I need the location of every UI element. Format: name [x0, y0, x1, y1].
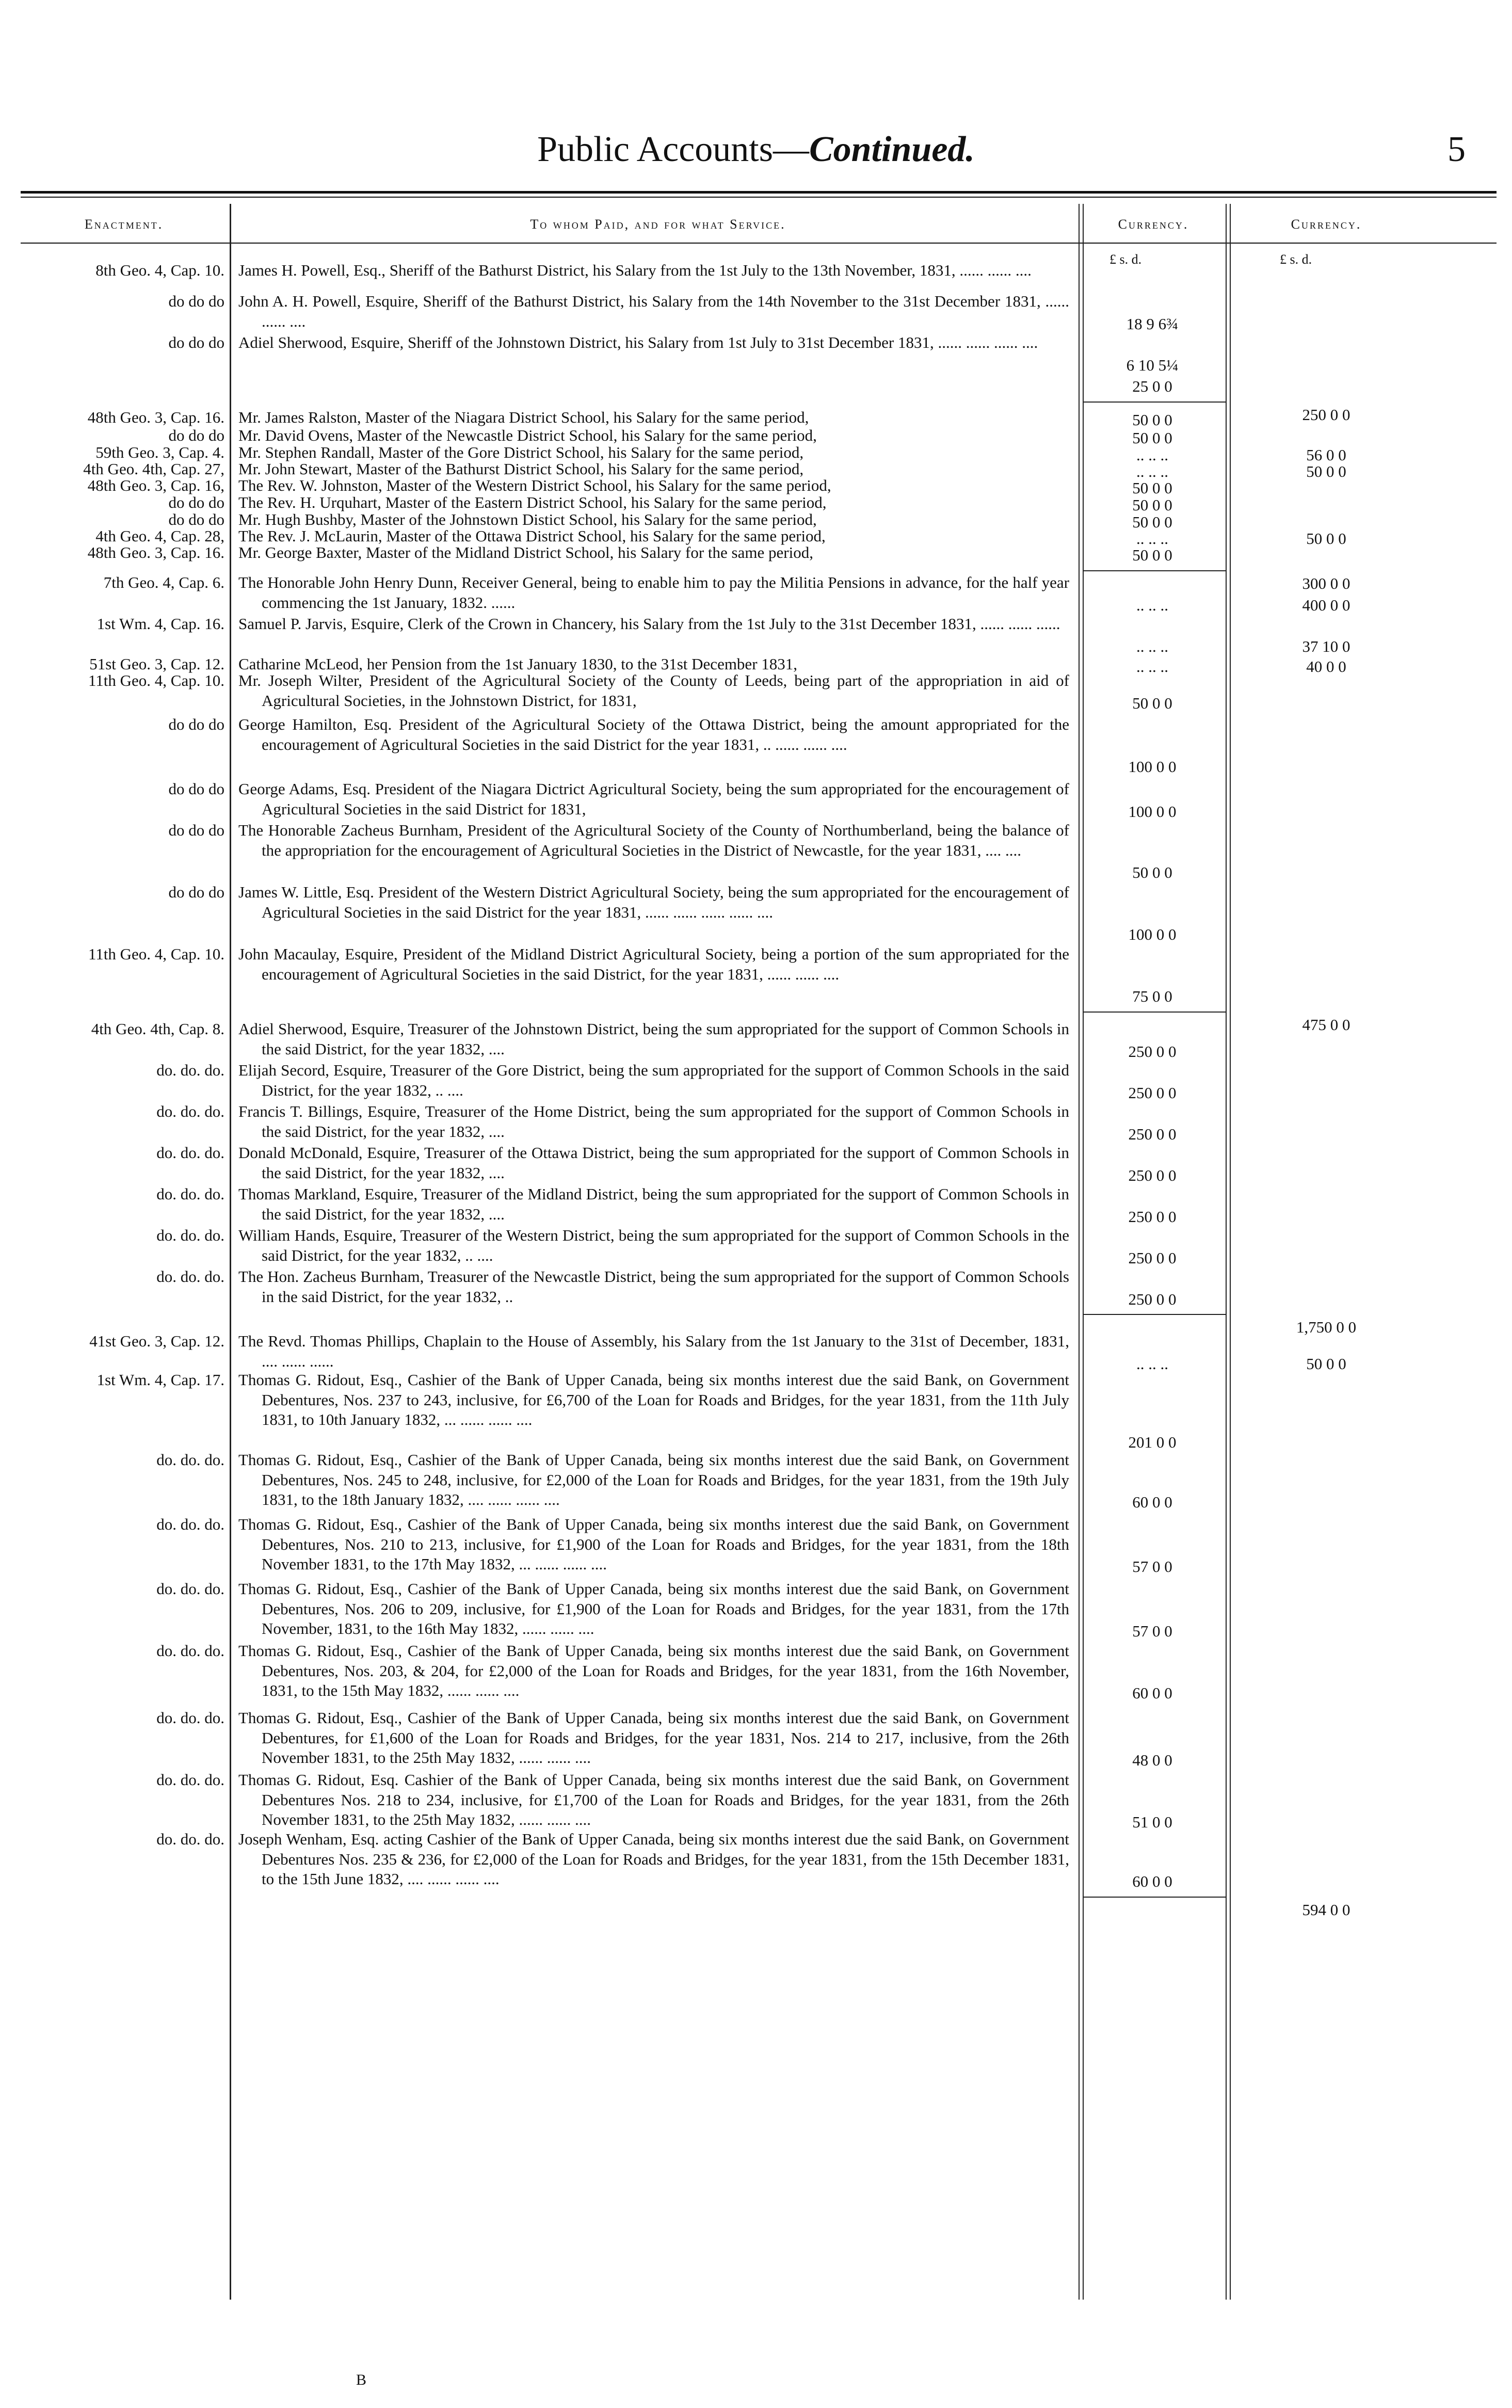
column-divider-enactment	[230, 204, 231, 2300]
service-description: George Adams, Esq. President of the Niagara Dictrict Agricultural Society, being the sum appropriated for the encouragement of Agricultural Societies in the said District for 1831,	[238, 780, 1069, 818]
service-description: Donald McDonald, Esquire, Treasurer of the Ottawa District, being the sum appropriated for the support of Common Schools in the said District, for the year 1832, ....	[238, 1144, 1069, 1182]
enactment-cell: do. do. do.	[156, 1451, 224, 1469]
enactment-cell: do. do. do.	[156, 1226, 224, 1244]
enactment-cell: do. do. do.	[156, 1515, 224, 1533]
enactment-cell: do. do. do.	[156, 1102, 224, 1120]
enactment-cell: 11th Geo. 4, Cap. 10.	[88, 671, 224, 689]
enactment-cell: 59th Geo. 3, Cap. 4.	[95, 443, 224, 461]
amount-cell: 250 0 0	[1128, 1083, 1177, 1102]
enactment-cell: do. do. do.	[156, 1830, 224, 1848]
service-description: Mr. George Baxter, Master of the Midland District School, his Salary for the same period,	[238, 543, 813, 561]
amount-cell: 50 0 0	[1132, 496, 1172, 514]
enactment-cell: 7th Geo. 4, Cap. 6.	[103, 573, 224, 591]
total-cell: 40 0 0	[1306, 657, 1346, 676]
enactment-cell: 48th Geo. 3, Cap. 16,	[87, 476, 224, 494]
page-number: 5	[1447, 130, 1466, 169]
enactment-cell: do. do. do.	[156, 1061, 224, 1079]
header-rule-thick	[21, 191, 1497, 194]
enactment-cell: 51st Geo. 3, Cap. 12.	[89, 655, 224, 673]
column-divider-service-b	[1083, 204, 1084, 2300]
service-description: Joseph Wenham, Esq. acting Cashier of the Bank of Upper Canada, being six months interest due the said Bank, on Government Debentures Nos. 235 & 236, for £2,000 of the Loan for Roads and Bridges, for the year 1831, from the 15th December 1831, to the 15th June 1832, .... ...... ...... ....	[238, 1830, 1069, 1888]
amount-cell: 60 0 0	[1132, 1684, 1172, 1702]
total-cell: 37 10 0	[1302, 637, 1350, 655]
amount-cell: 50 0 0	[1132, 546, 1172, 564]
amount-cell: 48 0 0	[1132, 1751, 1172, 1769]
amount-cell: 50 0 0	[1132, 429, 1172, 447]
amount-cell: 60 0 0	[1132, 1872, 1172, 1890]
service-description: Catharine McLeod, her Pension from the 1st January 1830, to the 31st December 1831,	[238, 655, 798, 673]
subtotal-rule	[1084, 570, 1226, 571]
enactment-cell: do. do. do.	[156, 1580, 224, 1598]
amount-cell: .. .. ..	[1136, 446, 1168, 464]
title-emphasis: Continued.	[809, 130, 975, 169]
amount-cell: 25 0 0	[1132, 377, 1172, 395]
amount-cell: 18 9 6¾	[1126, 314, 1179, 333]
service-description: Mr. Joseph Wilter, President of the Agricultural Society of the County of Leeds, being part of the appropriation in aid of Agricultural Societies, in the Johnstown District, for 1831,	[238, 671, 1069, 710]
enactment-cell: 4th Geo. 4th, Cap. 8.	[91, 1020, 224, 1038]
enactment-cell: 4th Geo. 4th, Cap. 27,	[83, 460, 224, 478]
amount-cell: .. .. ..	[1136, 529, 1168, 548]
enactment-cell: do do do	[168, 780, 224, 798]
enactment-cell: do do do	[168, 510, 224, 528]
service-description: Thomas G. Ridout, Esq., Cashier of the Bank of Upper Canada, being six months interest due the said Bank, on Government Debentures, Nos. 203, & 204, for £2,000 of the Loan for Roads and Bridges, for the year 1831, from the 16th November, 1831, to the 15th May 1832, ...... ...... ....	[238, 1642, 1069, 1699]
amount-cell: .. .. ..	[1136, 462, 1168, 480]
service-description: Elijah Secord, Esquire, Treasurer of the Gore District, being the sum appropriated for the support of Common Schools in the said District, for the year 1832, .. ....	[238, 1061, 1069, 1099]
service-description: John Macaulay, Esquire, President of the Midland District Agricultural Society, being a portion of the sum appropriated for the encouragement of Agricultural Societies in the said District, for the year 1831, ...... ...... ....	[238, 945, 1069, 983]
amount-cell: 50 0 0	[1132, 479, 1172, 497]
amount-cell: 100 0 0	[1128, 802, 1177, 821]
column-divider-currency-b	[1230, 204, 1231, 2300]
total-cell: 50 0 0	[1306, 1354, 1346, 1373]
total-cell: 300 0 0	[1302, 574, 1350, 592]
total-cell: 400 0 0	[1302, 596, 1350, 614]
enactment-cell: do. do. do.	[156, 1185, 224, 1203]
service-description: John A. H. Powell, Esquire, Sheriff of the Bathurst District, his Salary from the 14th November to the 31st December 1831, ...... ...... ....	[238, 292, 1069, 330]
service-description: Mr. John Stewart, Master of the Bathurst District School, his Salary for the same period,	[238, 460, 804, 478]
amount-cell: 250 0 0	[1128, 1290, 1177, 1308]
enactment-cell: do. do. do.	[156, 1771, 224, 1789]
enactment-cell: do do do	[168, 292, 224, 310]
amount-cell: 250 0 0	[1128, 1166, 1177, 1184]
amount-cell: 201 0 0	[1128, 1433, 1177, 1451]
enactment-cell: 11th Geo. 4, Cap. 10.	[88, 945, 224, 963]
amount-cell: 250 0 0	[1128, 1042, 1177, 1061]
title-text: Public Accounts—	[537, 130, 809, 169]
amount-cell: 57 0 0	[1132, 1558, 1172, 1576]
enactment-cell: do. do. do.	[156, 1144, 224, 1162]
enactment-cell: do. do. do.	[156, 1642, 224, 1660]
column-header-service: To whom Paid, and for what Service.	[530, 217, 786, 232]
column-divider-service-a	[1079, 204, 1080, 2300]
service-description: Thomas G. Ridout, Esq., Cashier of the Bank of Upper Canada, being six months interest due the said Bank, on Government Debentures, Nos. 210 to 213, inclusive, for £1,900 of the Loan for Roads and Bridges, for the year 1831, from the 18th November 1831, to the 17th May 1832, ... ...... ...... ....	[238, 1515, 1069, 1573]
service-description: Mr. Stephen Randall, Master of the Gore District School, his Salary for the same period,	[238, 443, 804, 461]
enactment-cell: do do do	[168, 883, 224, 901]
service-description: Thomas Markland, Esquire, Treasurer of the Midland District, being the sum appropriated for the support of Common Schools in the said District, for the year 1832, ....	[238, 1185, 1069, 1223]
service-description: Thomas G. Ridout, Esq., Cashier of the Bank of Upper Canada, being six months interest due the said Bank, on Government Debentures, for £1,600 of the Loan for Roads and Bridges, for the year 1831, Nos. 214 to 217, inclusive, from the 26th November 1831, to the 25th May 1832, ...... ...... ....	[238, 1709, 1069, 1767]
enactment-cell: 1st Wm. 4, Cap. 17.	[96, 1371, 224, 1389]
enactment-cell: do do do	[168, 493, 224, 511]
page-title	[0, 129, 1512, 170]
service-description: Adiel Sherwood, Esquire, Sheriff of the Johnstown District, his Salary from 1st July to 31st December 1831, ...... ...... ...... ....	[238, 333, 1038, 351]
service-description: James W. Little, Esq. President of the Western District Agricultural Society, being the sum appropriated for the encouragement of Agricultural Societies in the said District for the year 1831, ...... ...... ...... ...... ....	[238, 883, 1069, 921]
service-description: Mr. Hugh Bushby, Master of the Johnstown Distict School, his Salary for the same period,	[238, 510, 817, 528]
amount-cell: 250 0 0	[1128, 1248, 1177, 1267]
service-description: Samuel P. Jarvis, Esquire, Clerk of the Crown in Chancery, his Salary from the 1st July to the 31st December 1831, ...... ...... ......	[238, 615, 1060, 633]
service-description: The Revd. Thomas Phillips, Chaplain to the House of Assembly, his Salary from the 1st January to the 31st of December, 1831, .... ...... ......	[238, 1332, 1069, 1370]
service-description: Thomas G. Ridout, Esq., Cashier of the Bank of Upper Canada, being six months interest due the said Bank, on Government Debentures, Nos. 206 to 209, inclusive, for £1,900 of the Loan for Roads and Bridges, for the year 1831, from the 17th November, 1831, to the 16th May 1832, ...... ...... ....	[238, 1580, 1069, 1638]
service-description: Adiel Sherwood, Esquire, Treasurer of the Johnstown District, being the sum appropriated for the support of Common Schools in the said District, for the year 1832, ....	[238, 1020, 1069, 1058]
subtotal-rule	[1084, 402, 1226, 403]
amount-cell: 6 10 5¼	[1126, 356, 1179, 374]
amount-cell: 50 0 0	[1132, 513, 1172, 531]
service-description: Mr. David Ovens, Master of the Newcastle District School, his Salary for the same period,	[238, 426, 817, 444]
enactment-cell: do do do	[168, 426, 224, 444]
amount-cell: .. .. ..	[1136, 657, 1168, 676]
amount-cell: 60 0 0	[1132, 1493, 1172, 1511]
amount-cell: 100 0 0	[1128, 925, 1177, 943]
subtotal-rule	[1084, 1314, 1226, 1315]
amount-cell: 250 0 0	[1128, 1125, 1177, 1143]
service-description: Thomas G. Ridout, Esq., Cashier of the Bank of Upper Canada, being six months interest due the said Bank, on Government Debentures, Nos. 245 to 248, inclusive, for £2,000 of the Loan for Roads and Bridges, for the year 1831, from the 19th July 1831, to the 18th January 1832, .... ...... ...... ....	[238, 1451, 1069, 1508]
total-cell: 50 0 0	[1306, 462, 1346, 480]
service-description: Thomas G. Ridout, Esq., Cashier of the Bank of Upper Canada, being six months interest due the said Bank, on Government Debentures, Nos. 237 to 243, inclusive, for £6,700 of the Loan for Roads and Bridges, for the year 1831, from the 11th July 1831, to 10th January 1832, ... ...... ...... ....	[238, 1371, 1069, 1428]
service-description: The Honorable John Henry Dunn, Receiver General, being to enable him to pay the Militia Pensions in advance, for the half year commencing the 1st January, 1832. ......	[238, 573, 1069, 612]
service-description: George Hamilton, Esq. President of the Agricultural Society of the Ottawa District, being the amount appropriated for the encouragement of Agricultural Societies in the said District for the year 1831, .. ...... ...... ....	[238, 715, 1069, 753]
column-header-currency-2: Currency.	[1291, 217, 1362, 232]
enactment-cell: do. do. do.	[156, 1709, 224, 1727]
currency-units-2: £ s. d.	[1280, 252, 1312, 267]
column-header-rule	[21, 243, 1497, 244]
service-description: The Rev. H. Urquhart, Master of the Eastern District School, his Salary for the same period,	[238, 493, 827, 511]
total-cell: 1,750 0 0	[1296, 1318, 1357, 1336]
amount-cell: 250 0 0	[1128, 1207, 1177, 1226]
service-description: Francis T. Billings, Esquire, Treasurer of the Home District, being the sum appropriated for the support of Common Schools in the said District, for the year 1832, ....	[238, 1102, 1069, 1141]
service-description: Mr. James Ralston, Master of the Niagara District School, his Salary for the same period,	[238, 408, 809, 426]
total-cell: 475 0 0	[1302, 1015, 1350, 1034]
service-description: The Rev. J. McLaurin, Master of the Ottawa District School, his Salary for the same period,	[238, 527, 826, 545]
service-description: Thomas G. Ridout, Esq. Cashier of the Bank of Upper Canada, being six months interest due the said Bank, on Government Debentures Nos. 218 to 234, inclusive, for £1,700 of the Loan for Roads and Bridges, for the year 1831, from the 26th November 1831, to the 25th May 1832, ...... ...... ....	[238, 1771, 1069, 1828]
enactment-cell: 4th Geo. 4, Cap. 28,	[95, 527, 224, 545]
amount-cell: 50 0 0	[1132, 694, 1172, 712]
amount-cell: 75 0 0	[1132, 987, 1172, 1005]
total-cell: 594 0 0	[1302, 1900, 1350, 1919]
total-cell: 250 0 0	[1302, 405, 1350, 424]
service-description: The Honorable Zacheus Burnham, President of the Agricultural Society of the County of Northumberland, being the balance of the appropriation for the encouragement of Agricultural Societies in the District of Newcastle, for the year 1831, .... ....	[238, 821, 1069, 859]
enactment-cell: 1st Wm. 4, Cap. 16.	[96, 615, 224, 633]
amount-cell: .. .. ..	[1136, 596, 1168, 614]
enactment-cell: do do do	[168, 333, 224, 351]
subtotal-rule	[1084, 1012, 1226, 1013]
service-description: The Hon. Zacheus Burnham, Treasurer of the Newcastle District, being the sum appropriated for the support of Common Schools in the said District, for the year 1832, ..	[238, 1267, 1069, 1306]
total-cell: 56 0 0	[1306, 446, 1346, 464]
service-description: William Hands, Esquire, Treasurer of the Western District, being the sum appropriated for the support of Common Schools in the said District, for the year 1832, .. ....	[238, 1226, 1069, 1264]
subtotal-rule	[1084, 1897, 1226, 1898]
currency-units-1: £ s. d.	[1109, 252, 1142, 267]
enactment-cell: do. do. do.	[156, 1267, 224, 1286]
column-header-enactment: Enactment.	[84, 217, 164, 232]
amount-cell: 51 0 0	[1132, 1813, 1172, 1831]
signature-mark: B	[356, 2371, 367, 2388]
amount-cell: .. .. ..	[1136, 1354, 1168, 1373]
service-description: The Rev. W. Johnston, Master of the Western District School, his Salary for the same period,	[238, 476, 831, 494]
total-cell: 50 0 0	[1306, 529, 1346, 548]
enactment-cell: 41st Geo. 3, Cap. 12.	[89, 1332, 224, 1350]
header-rule-thin	[21, 197, 1497, 198]
amount-cell: 100 0 0	[1128, 758, 1177, 776]
enactment-cell: do do do	[168, 821, 224, 839]
column-divider-currency-a	[1226, 204, 1227, 2300]
amount-cell: .. .. ..	[1136, 637, 1168, 655]
amount-cell: 50 0 0	[1132, 411, 1172, 429]
enactment-cell: do do do	[168, 715, 224, 733]
amount-cell: 57 0 0	[1132, 1622, 1172, 1640]
enactment-cell: 48th Geo. 3, Cap. 16.	[87, 543, 224, 561]
enactment-cell: 48th Geo. 3, Cap. 16.	[87, 408, 224, 426]
amount-cell: 50 0 0	[1132, 863, 1172, 881]
service-description: James H. Powell, Esq., Sheriff of the Bathurst District, his Salary from the 1st July to the 13th November, 1831, ...... ...... ....	[238, 261, 1032, 279]
enactment-cell: 8th Geo. 4, Cap. 10.	[95, 261, 224, 279]
column-header-currency-1: Currency.	[1118, 217, 1189, 232]
